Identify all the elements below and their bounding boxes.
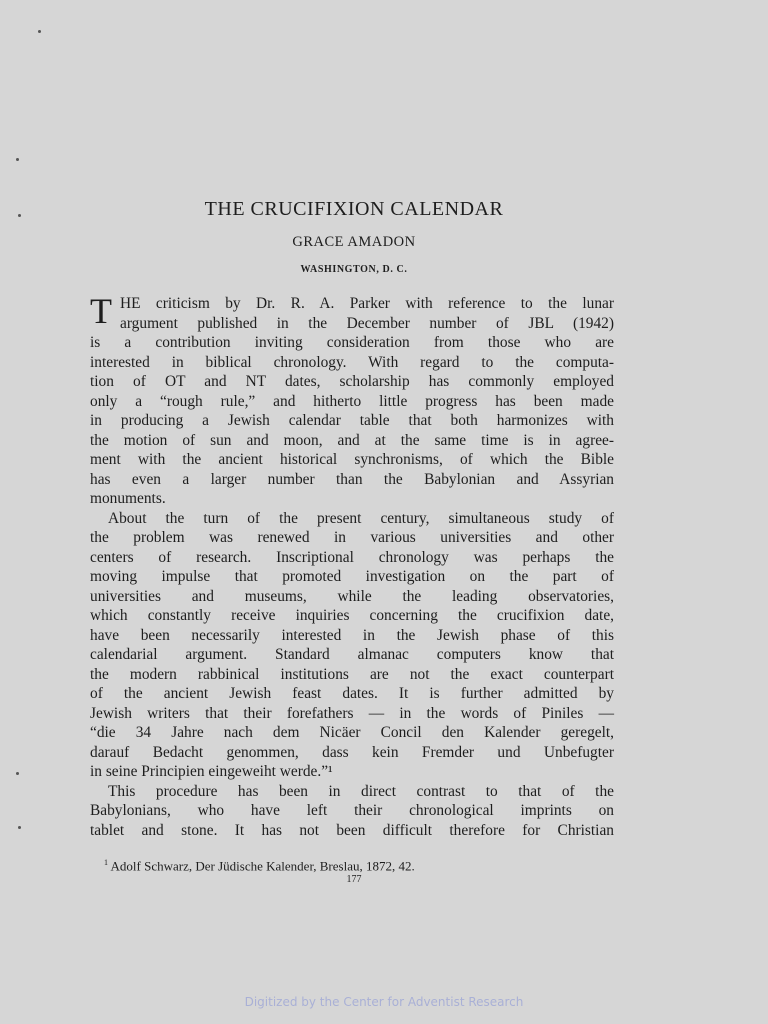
body-line: centers of research. Inscriptional chronology was perhaps the <box>90 548 614 566</box>
body-line: is a contribution inviting consideration from those who are <box>90 334 614 351</box>
body-line: darauf Bedacht genommen, dass kein Fremder und Unbefugter <box>90 743 614 761</box>
footnote-text: Adolf Schwarz, Der Jüdische Kalender, Breslau, 1872, 42. <box>110 858 415 874</box>
body-line: has even a larger number than the Babylonian and Assyrian <box>90 470 614 488</box>
body-line: monuments. <box>90 490 166 507</box>
article-body <box>90 291 614 840</box>
body-line: Jewish writers that their forefathers — in the words of Piniles — <box>90 704 614 722</box>
footnote <box>104 858 415 874</box>
article-title: THE CRUCIFIXION CALENDAR <box>204 198 504 220</box>
body-line: Babylonians, who have left their chronological imprints on <box>90 802 614 819</box>
body-line: in producing a Jewish calendar table that both harmonizes with <box>90 412 614 429</box>
page-number: 177 <box>346 874 362 885</box>
footnote-marker: 1 <box>104 858 108 867</box>
body-line: HE criticism by Dr. R. A. Parker with reference to the lunar <box>120 295 614 312</box>
body-line: universities and museums, while the leading observatories, <box>90 587 614 605</box>
body-line: moving impulse that promoted investigation on the part of <box>90 568 614 585</box>
body-line: which constantly receive inquiries concerning the crucifixion date, <box>90 607 614 624</box>
body-line: About the turn of the present century, simultaneous study of <box>108 509 614 527</box>
scan-speck <box>16 158 19 161</box>
scan-speck <box>38 30 41 33</box>
article-author: GRACE AMADON <box>292 234 416 250</box>
digitization-watermark: Digitized by the Center for Adventist Research <box>244 995 524 1009</box>
body-line: of the ancient Jewish feast dates. It is further admitted by <box>90 685 614 702</box>
body-line: the modern rabbinical institutions are not the exact counterpart <box>90 665 614 683</box>
body-line: interested in biblical chronology. With regard to the computa- <box>90 353 614 371</box>
drop-cap: T <box>90 291 112 331</box>
body-line: calendarial argument. Standard almanac computers know that <box>90 646 614 663</box>
body-line: argument published in the December number of JBL (1942) <box>120 314 614 332</box>
body-line: ment with the ancient historical synchronisms, of which the Bible <box>90 451 614 468</box>
body-line: This procedure has been in direct contrast to that of the <box>108 782 614 800</box>
body-line: the problem was renewed in various universities and other <box>90 529 614 546</box>
body-line: in seine Principien eingeweiht werde.”¹ <box>90 763 333 780</box>
body-line: have been necessarily interested in the Jewish phase of this <box>90 626 614 644</box>
scan-speck <box>16 772 19 775</box>
body-line: “die 34 Jahre nach dem Nicäer Concil den Kalender geregelt, <box>90 724 614 741</box>
body-line: tion of OT and NT dates, scholarship has commonly employed <box>90 373 614 390</box>
scan-speck <box>18 826 21 829</box>
body-line: only a “rough rule,” and hitherto little progress has been made <box>90 392 614 410</box>
body-line: tablet and stone. It has not been difficult therefore for Christian <box>90 821 614 839</box>
author-affiliation: WASHINGTON, D. C. <box>300 264 408 275</box>
body-line: the motion of sun and moon, and at the same time is in agree- <box>90 431 614 449</box>
